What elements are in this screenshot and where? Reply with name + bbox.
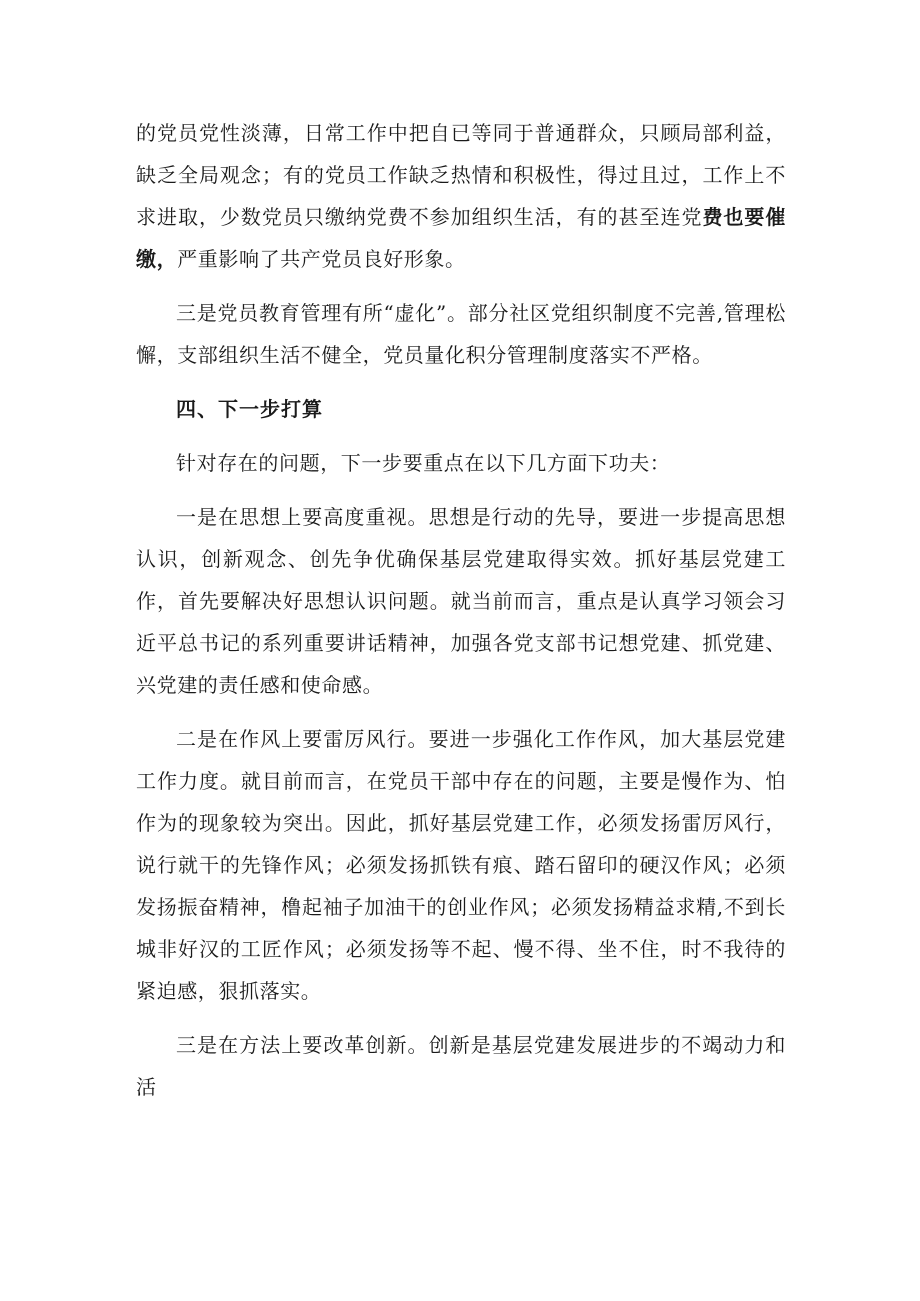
paragraph-thinking: 一是在思想上要高度重视。思想是行动的先导，要进一步提高思想认识，创新观念、创先争优确保基层党建取得实效。抓好基层党建工作，首先要解决好思想认识问题。就当前而言，重点是认真学习领会习近平总书记的系列重要讲话精神，加强各党支部书记想党建、抓党建、兴党建的责任感和使命感。 bbox=[136, 505, 786, 697]
paragraph-work-style: 二是在作风上要雷厉风行。要进一步强化工作作风，加大基层党建工作力度。就目前而言，在党员干部中存在的问题，主要是慢作为、怕作为的现象较为突出。因此，抓好基层党建工作，必须发扬雷厉风行，说行就干的先锋作风；必须发扬抓铁有痕、踏石留印的硬汉作风；必须发扬振奋精神，橹起袖子加油干的创业作风；必须发扬精益求精,不到长城非好汉的工匠作风；必须发扬等不起、慢不得、坐不住，时不我待的紧迫感，狠抓落实。 bbox=[136, 727, 786, 1003]
paragraph-text: 严重影响了共产党员良好形象。 bbox=[177, 247, 466, 271]
paragraph-innovation: 三是在方法上要改革创新。创新是基层党建发展进步的不竭动力和活 bbox=[136, 1033, 786, 1099]
paragraph-education-management: 三是党员教育管理有所“虚化”。部分社区党组织制度不完善,管理松懈，支部组织生活不健全，党员量化积分管理制度落实不严格。 bbox=[136, 301, 786, 367]
paragraph-intro: 针对存在的问题，下一步要重点在以下几方面下功夫： bbox=[176, 451, 671, 475]
paragraph-party-members bbox=[136, 112, 786, 280]
paragraph-text: 的党员党性淡薄，日常工作中把自已等同于普通群众，只顾局部利益，缺乏全局观念；有的党员工作缺乏热情和积极性，得过且过，工作上不求进取，少数党员只缴纳党费不参加组织生活，有的甚至连党 bbox=[136, 121, 786, 229]
section-heading-next-steps: 四、下一步打算 bbox=[176, 397, 323, 421]
bold-text: 费也要催缴， bbox=[136, 205, 786, 271]
document-page bbox=[136, 112, 786, 1108]
